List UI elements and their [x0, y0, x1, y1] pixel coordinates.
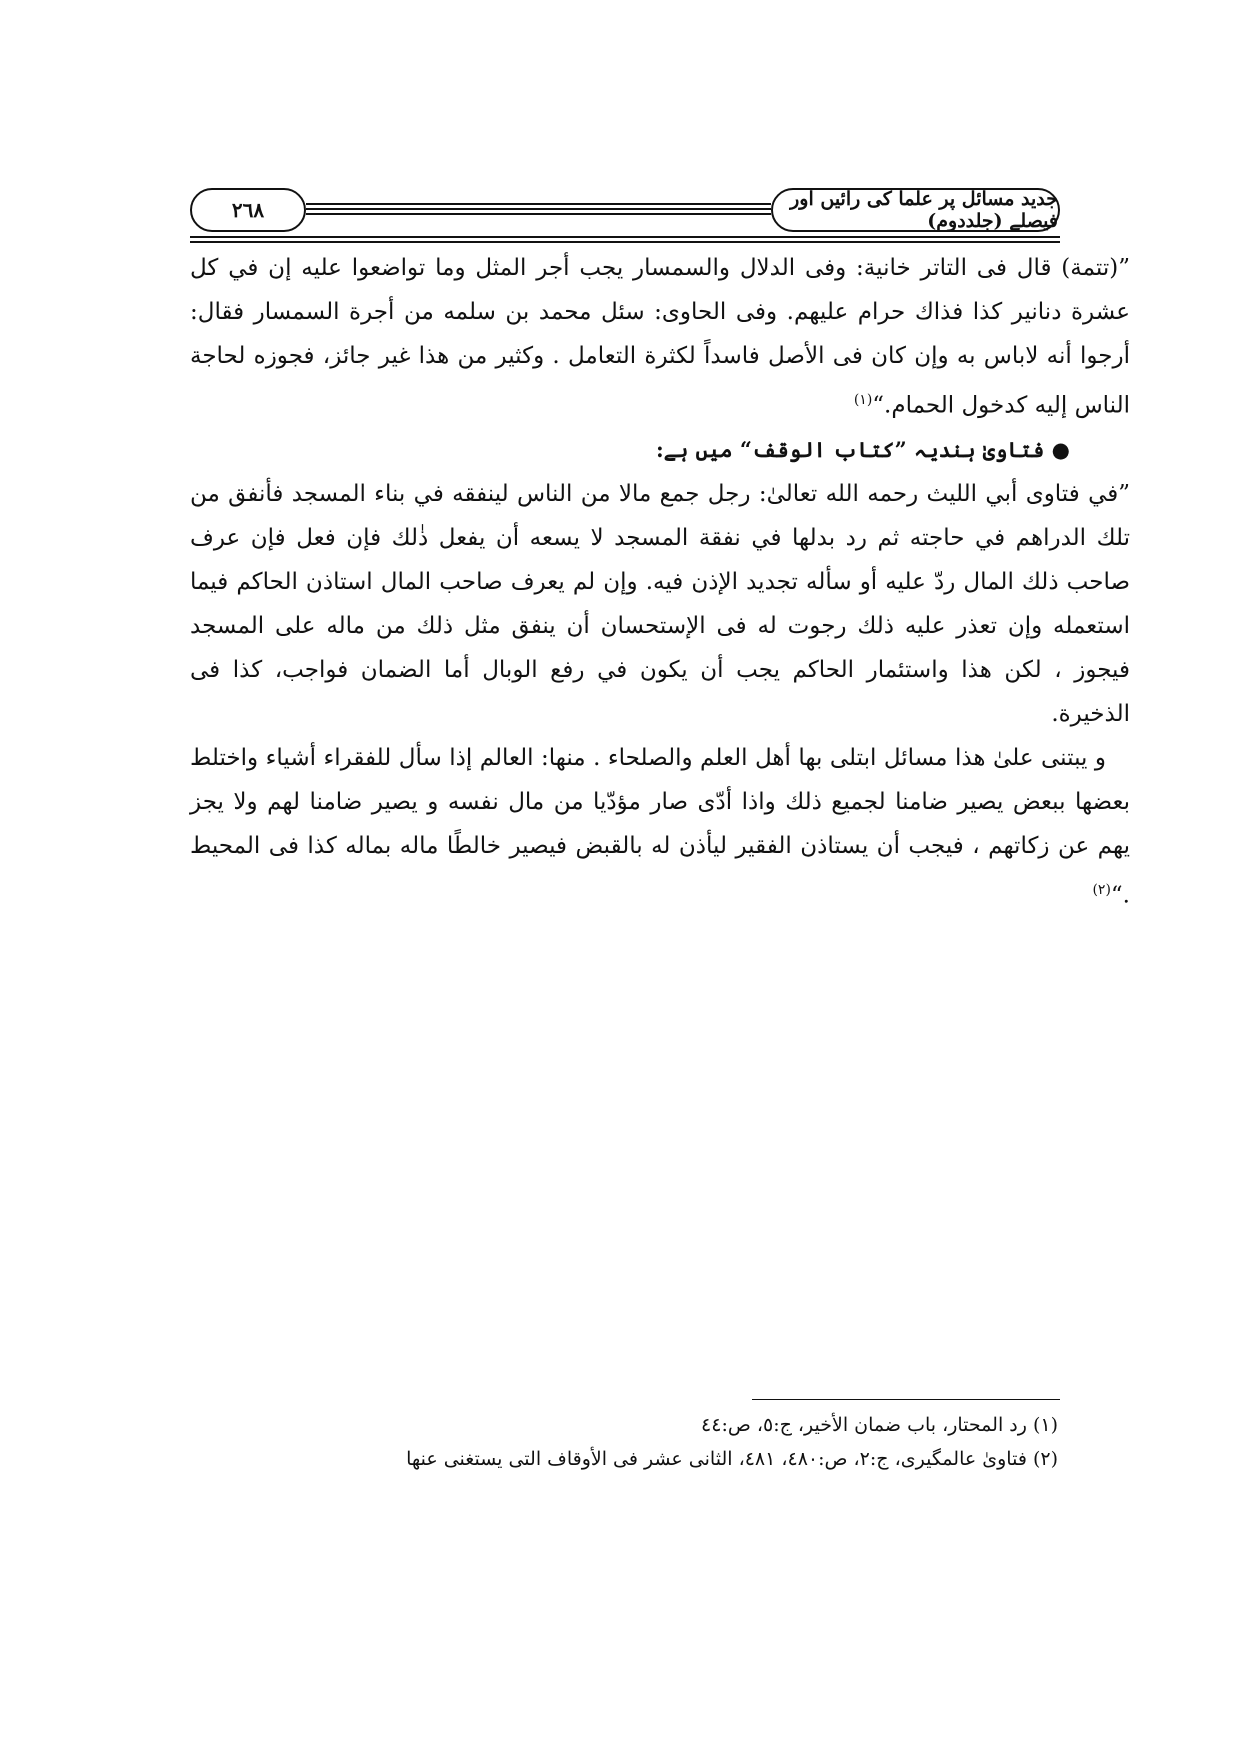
header-underline [190, 241, 1060, 243]
quote-paragraph-3 [190, 736, 1130, 918]
quote-paragraph-2: ”في فتاوى أبي الليث رحمه الله تعالىٰ: رجل جمع مالا من الناس لينفقه في بناء المسجد فأنفق من تلك الدراهم في حاجته ثم رد بدلها في نفقة المسجد لا يسعه أن يفعل ذٰلك فإن فعل فإن عرف صاحب ذلك المال ردّ عليه أو سأله تجديد الإذن فيه. وإن لم يعرف صاحب المال استاذن الحاكم فيما استعمله وإن تعذر عليه ذلك رجوت له فى الإستحسان أن ينفق مثل ذلك من ماله على المسجد فيجوز ، لكن هذا واستئمار الحاكم يجب أن يكون في رفع الوبال أما الضمان فواجب، كذا فى الذخيرة. [190, 480, 1130, 727]
footnotes [358, 1408, 1058, 1476]
header-rule [306, 208, 771, 210]
paragraph-text: و يبتنى علىٰ هذا مسائل ابتلى بها أهل العلم والصلحاء . منها: العالم إذا سأل للفقراء أشياء واختلط بعضها ببعض يصير ضامنا لجميع ذلك واذا أدّى صار مؤدّيا من مال نفسه و يصير ضامنا لهم ولا يجز يهم عن زكاتهم ، فيجب أن يستاذن الفقير ليأذن له بالقبض فيصير خالطًا ماله بماله كذا فى المحيط .“ [190, 744, 1130, 909]
footnote-ref: (٢) [1092, 881, 1111, 898]
footnote-ref: (١) [853, 392, 873, 408]
footnote-separator [752, 1399, 1060, 1400]
header-rule [306, 203, 771, 205]
header-rule [306, 213, 771, 215]
subheading: ● فتاویٰ ہندیہ ”کتاب الوقف“ میں ہے: [655, 436, 1070, 462]
page-number: ٢٦٨ [190, 188, 306, 232]
book-title: جدید مسائل پر علما کی رائیں اور فیصلے (جلددوم) [771, 188, 1060, 232]
quote-paragraph-1 [190, 246, 1130, 428]
footnote-2: (٢) فتاویٰ عالمگیری، ج:٢، ص:٤٨٠، ٤٨١، الثانى عشر فى الأوقاف التى يستغنى عنها [406, 1448, 1058, 1470]
running-header [190, 188, 1060, 234]
paragraph-text: ”(تتمة) قال فى التاتر خانية: وفى الدلال والسمسار يجب أجر المثل وما تواضعوا عليه إن في كل عشرة دنانير كذا فذاك حرام عليهم. وفى الحاوى: سئل محمد بن سلمه من أجرة السمسار فقال: أرجوا أنه لاباس به وإن كان فى الأصل فاسداً لكثرة التعامل . وكثير من هذا غير جائز، فجوزه لحاجة الناس إليه كدخول الحمام.“ [190, 255, 1130, 419]
header-underline [190, 236, 1060, 238]
footnote-1: (١) رد المحتار، باب ضمان الأخير، ج:٥، ص:٤٤ [701, 1414, 1058, 1436]
main-text [190, 246, 1130, 917]
